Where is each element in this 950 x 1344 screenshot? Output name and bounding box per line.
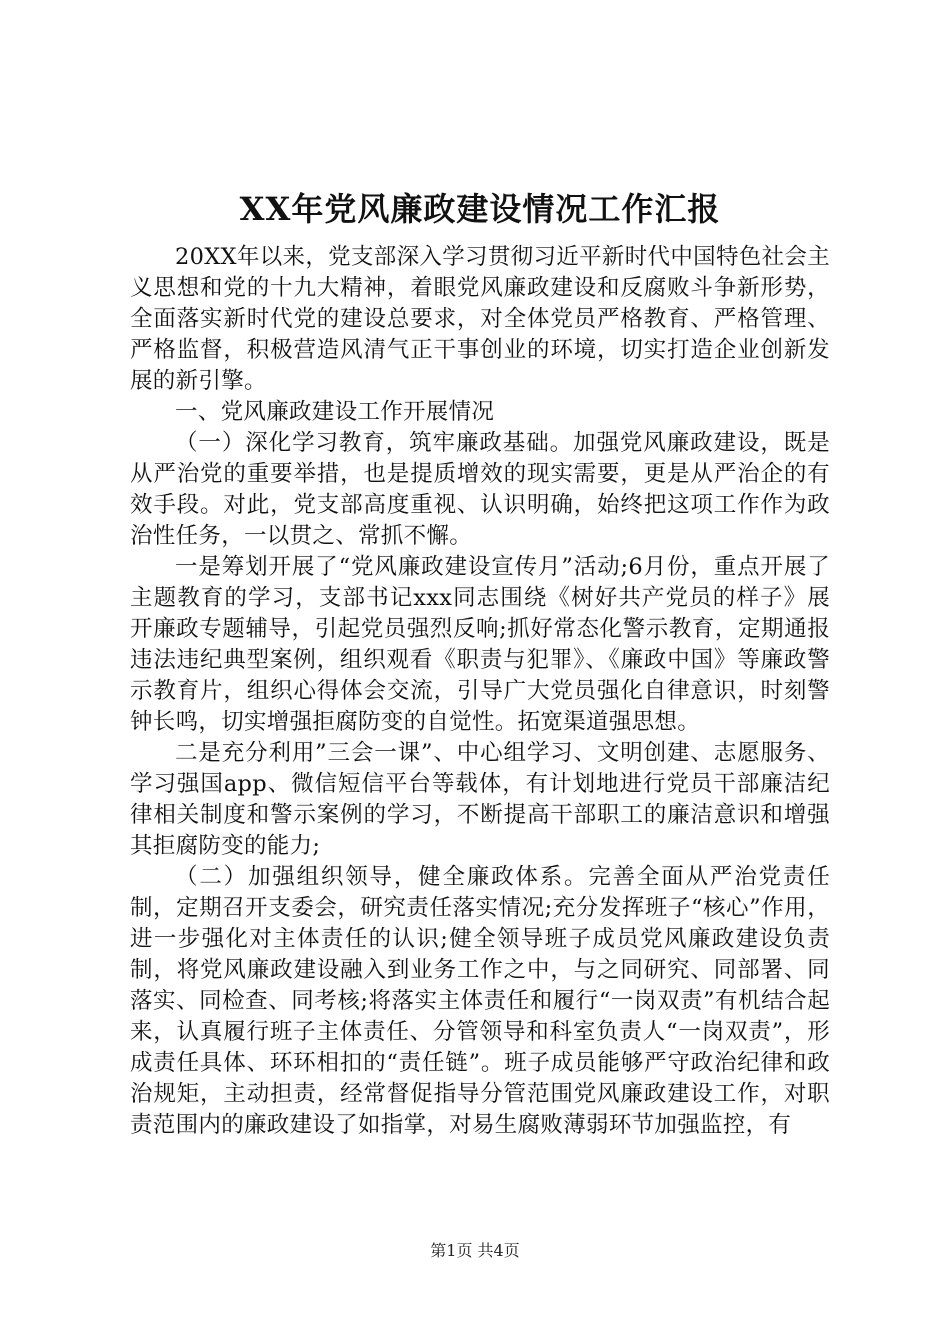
paragraph-subsection-2: （二）加强组织领导，健全廉政体系。完善全面从严治党责任制，定期召开支委会，研究责任落实情况;充分发挥班子“核心”作用，进一步强化对主体责任的认识;健全领导班子成员党风廉政建设负责制，将党风廉政建设融入到业务工作之中，与之同研究、同部署、同落实、同检查、同考核;将落实主体责任和履行“一岗双责”有机结合起来，认真履行班子主体责任、分管领导和科室负责人“一岗双责”，形成责任具体、环环相扣的“责任链”。班子成员能够严守政治纪律和政治规矩，主动担责，经常督促指导分管范围党风廉政建设工作，对职责范围内的廉政建设了如指掌，对易生腐败薄弱环节加强监控，有 [130,864,830,1138]
paragraph-point-1: 一是筹划开展了“党风廉政建设宣传月”活动;6月份，重点开展了主题教育的学习，支部书记xxx同志围绕《树好共产党员的样子》展开廉政专题辅导，引起党员强烈反响;抓好常态化警示教育，定期通报违法违纪典型案例，组织观看《职责与犯罪》、《廉政中国》等廉政警示教育片，组织心得体会交流，引导广大党员强化自律意识，时刻警钟长鸣，切实增强拒腐防变的自觉性。拓宽渠道强思想。 [130,554,830,735]
paragraph-point-2: 二是充分利用”三会一课”、中心组学习、文明创建、志愿服务、学习强国app、微信短信平台等载体，有计划地进行党员干部廉洁纪律相关制度和警示案例的学习，不断提高干部职工的廉洁意识和增强其拒腐防变的能力; [130,740,830,859]
document-title: XX年党风廉政建设情况工作汇报 [239,190,721,228]
section-heading-1: 一、党风廉政建设工作开展情况 [175,399,495,425]
document-page [130,182,830,1141]
paragraph-intro: 20XX年以来，党支部深入学习贯彻习近平新时代中国特色社会主义思想和党的十九大精神，着眼党风廉政建设和反腐败斗争新形势，全面落实新时代党的建设总要求，对全体党员严格教育、严格管理、严格监督，积极营造风清气正干事创业的环境，切实打造企业创新发展的新引擎。 [130,244,830,394]
page-footer: 第1页 共4页 [430,1241,520,1260]
paragraph-subsection-1: （一）深化学习教育，筑牢廉政基础。加强党风廉政建设，既是从严治党的重要举措，也是提质增效的现实需要，更是从严治企的有效手段。对此，党支部高度重视、认识明确，始终把这项工作作为政治性任务，一以贯之、常抓不懈。 [130,430,830,549]
